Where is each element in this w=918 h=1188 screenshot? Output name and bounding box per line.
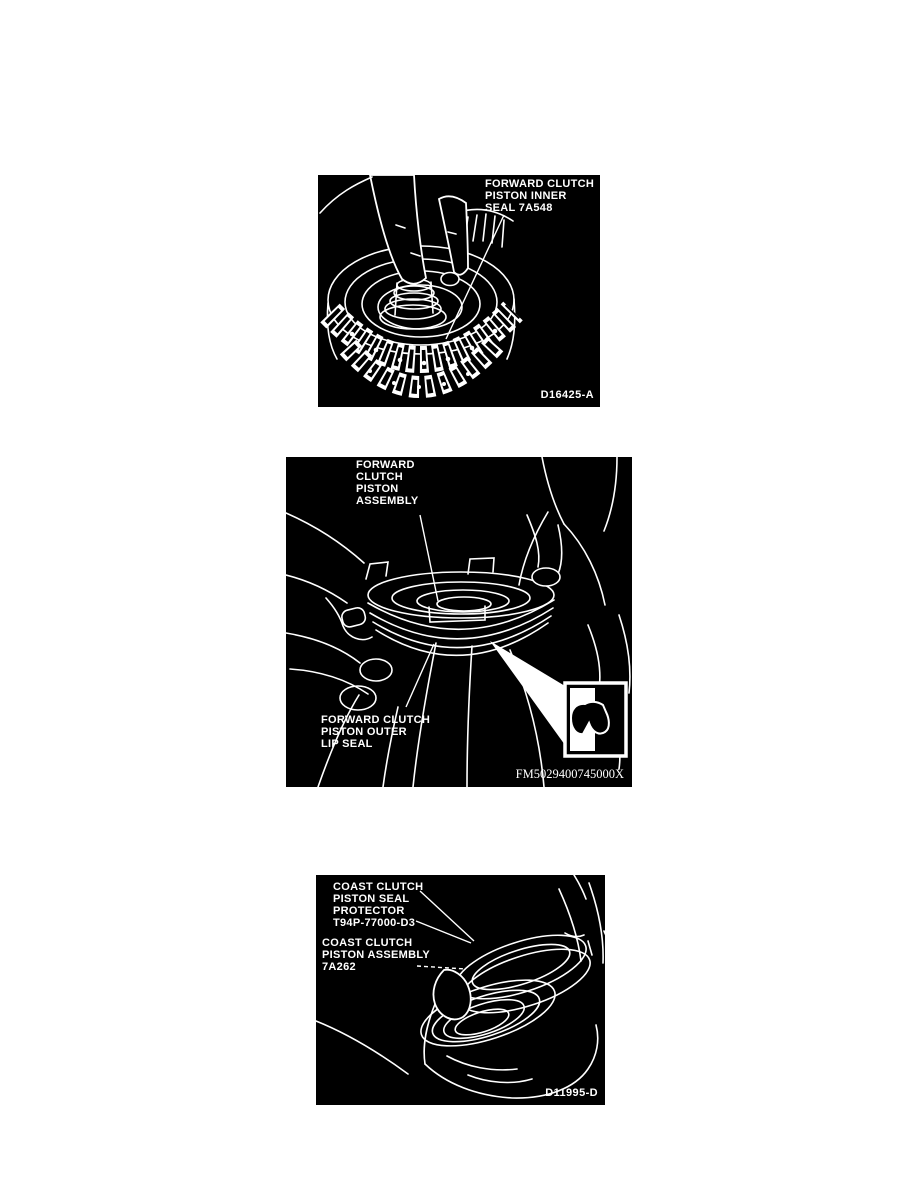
callout-line: FORWARD: [356, 459, 415, 471]
piston-ring: [366, 558, 554, 655]
callout-line: FORWARD CLUTCH: [321, 714, 431, 726]
callout-line: COAST CLUTCH: [333, 881, 424, 893]
callout-line: PISTON ASSEMBLY: [322, 949, 431, 961]
figure-forward-clutch-piston-assembly: [286, 457, 632, 787]
figure-forward-clutch-inner-seal: [318, 175, 600, 407]
callout-line: ASSEMBLY: [356, 495, 419, 507]
callout-line: SEAL 7A548: [485, 202, 553, 214]
callout-line: 7A262: [322, 961, 356, 973]
callout-line: PISTON INNER: [485, 190, 567, 202]
callout-forward-clutch-piston-outer-lip-seal: [321, 714, 430, 750]
figure-code: D11995-D: [545, 1087, 598, 1099]
callout-line: T94P-77000-D3: [333, 917, 416, 929]
callout-line: FORWARD CLUTCH: [485, 178, 595, 190]
hand-pressing-seal: [320, 175, 468, 286]
callout-line: PISTON: [356, 483, 399, 495]
seal-cross-section-inset: [565, 683, 626, 756]
callout-line: LIP SEAL: [321, 738, 373, 750]
figure-code: FM5029400745000X: [515, 767, 624, 781]
callout-line: PISTON OUTER: [321, 726, 407, 738]
callout-line: COAST CLUTCH: [322, 937, 413, 949]
callout-line: PISTON SEAL: [333, 893, 410, 905]
callout-coast-clutch-piston-assembly: [322, 937, 430, 973]
figure-code: D16425-A: [540, 389, 594, 401]
callout-forward-clutch-piston-inner-seal: [485, 178, 594, 214]
magnifier-beam: [490, 641, 570, 752]
figure-coast-clutch-piston: [316, 875, 605, 1105]
callout-forward-clutch-piston-assembly: [356, 459, 419, 507]
callout-line: PROTECTOR: [333, 905, 405, 917]
callout-line: CLUTCH: [356, 471, 404, 483]
callout-coast-clutch-piston-seal-protector: [333, 881, 423, 929]
leader-line-assembly: [420, 515, 438, 601]
